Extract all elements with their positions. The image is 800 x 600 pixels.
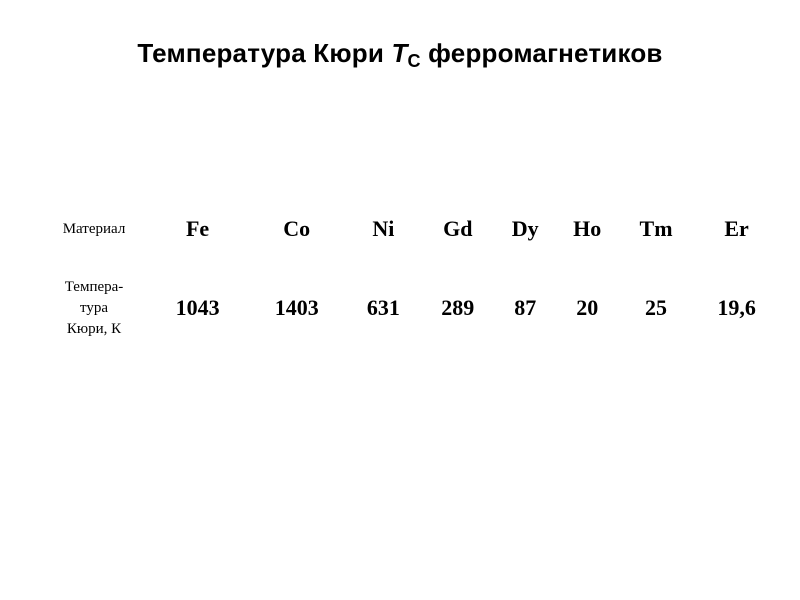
title-suffix: ферромагнетиков [420,38,663,68]
table-row-temperatures [40,253,780,363]
material-cell: Gd [443,216,473,241]
temperature-cell: 289 [441,295,475,320]
temperature-label-line: тура [79,299,108,316]
title-subscript: C [407,51,421,71]
title-prefix: Температура Кюри [137,38,392,68]
curie-temperature-table [40,205,780,363]
temperature-cell: 25 [645,295,668,320]
temperature-cell: 19,6 [717,295,756,320]
material-cell: Co [283,216,311,241]
slide-title [0,38,800,69]
material-cell: Dy [511,216,539,241]
title-symbol-letter: T [391,38,408,68]
temperature-cell: 1403 [274,295,319,320]
title-symbol [391,38,421,71]
temperature-cell: 631 [366,295,400,320]
temperature-cell: 1043 [175,295,220,320]
material-cell: Tm [639,216,673,241]
temperature-label-line: Кюри, К [66,320,122,337]
material-row-label: Материал [62,220,126,237]
temperature-cell: 87 [514,295,537,320]
material-cell: Ni [372,216,395,241]
table-row-materials [40,205,780,253]
temperature-row-label [40,253,148,363]
material-cell: Ho [573,216,602,241]
material-cell: Fe [185,216,210,241]
material-cell: Er [724,216,749,241]
temperature-label-line: Темпера- [64,278,124,295]
temperature-cell: 20 [576,295,599,320]
